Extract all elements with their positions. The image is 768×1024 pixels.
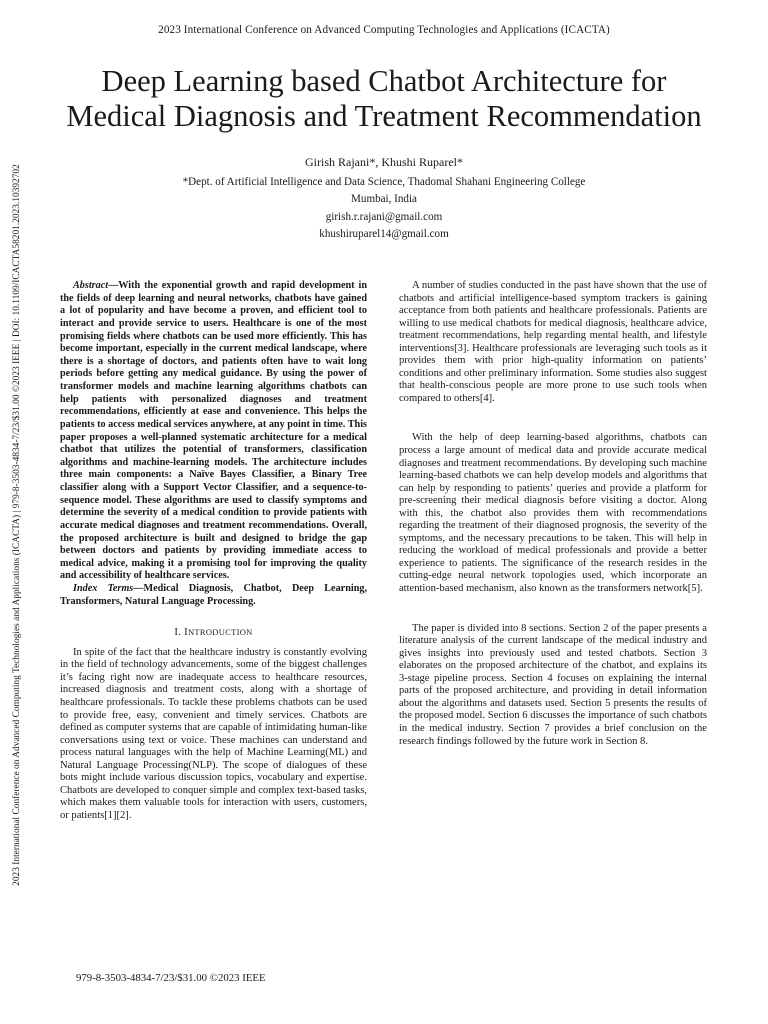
paper-title — [40, 64, 728, 134]
index-terms — [60, 583, 367, 608]
abstract-label: Abstract — [73, 280, 109, 291]
right-column — [399, 280, 707, 775]
conference-header: 2023 International Conference on Advanced Computing Technologies and Applications (ICACTA) — [158, 24, 610, 36]
side-identifier: 2023 International Conference on Advanced Computing Technologies and Applications (ICACTA) | 979-8-3503-4834-7/23/$31.00 ©2023 IEEE | DOI: 10.1109/ICACTA58201.2023.10392702 — [12, 164, 22, 886]
intro-paragraph: In spite of the fact that the healthcare industry is constantly evolving in the field of technology advancements, some of the biggest challenges it’s facing right now are inadequate access to healthcare resources, increased diagnosis and treatment costs, along with a shortage of healthcare professionals. To tackle these problems chatbots can be used to provide free, easy, convenient and timely services. Chatbots are defined as computer systems that are capable of intimidating human-like conversations using text or voice. These machines can understand and process natural languages with the help of Machine Learning(ML) and Natural Language Processing(NLP). The scope of dialogues of these bots might include various discussion topics, vocabulary and expertise. Chatbots are developed to conquer simple and complex text-based tasks, which makes them valuable tools for interaction with users, customers, or patients[1][2]. — [60, 646, 367, 821]
abstract-text: —With the exponential growth and rapid development in the fields of deep learning and neural networks, chatbots have gained a lot of popularity and have become a proven, and efficient tool to interact and provide service to users. Healthcare is one of the most promising fields where chatbots can be used more efficiently. This has become important, especially in the current medical landscape, where there is a shortage of doctors, and patients often have to wait long periods before getting any medical guidance. By using the power of transformer models and machine learning algorithms chatbots can help patients with personalized diagnoses and treatment recommendations, efficiently at ease and convenience. This helps the patients to access medical services anywhere, at any point in time. This paper proposes a well-planned systematic architecture for a medical chatbot that utilizes the potential of transformers, classification algorithms and machine-learning models. The architecture includes three main components: a Naïve Bayes Classifier, a Binary Tree classifier along with a Support Vector Classifier, and a sequence-to-sequence model. These algorithms are used to classify symptoms and determine the severity of a medical condition to provide patients with accurate medical diagnoses and treatment recommendations. Overall, the proposed architecture is built and designed to bridge the gap between doctors and patients by providing immediate access to medical advice, making it a promising tool for improving the quality and accessibility of healthcare services. — [60, 280, 367, 582]
author-email-2: khushiruparel14@gmail.com — [319, 228, 449, 241]
right-paragraph-2: With the help of deep learning-based algorithms, chatbots can process a large amount of medical data and provide accurate medical diagnoses and treatment recommendations. By developing such machine learning-based chatbots we can help develop models and algorithms that can help by responding to patients’ queries and provide a platform for pre-screening their medical diagnosis before visiting a doctor. Along with this, the chatbot also provides them with recommendations regarding the treatment of their diagnosed prognosis, the severity of the symptoms, and the necessary precautions to be taken. This will help in reducing the workload of medical professionals and provide a better experience to patients. The significance of the research resides in the cutting-edge neural network topologies used, which incorporate an attention-based mechanism, also known as the transformers network[5]. — [399, 432, 707, 595]
right-paragraph-3: The paper is divided into 8 sections. Section 2 of the paper presents a literature analysis of the current landscape of the medical industry and gives insights into previously used and tested chatbots. Section 3 elaborates on the proposed architecture of the chatbot, and explains its 3-stage pipeline process. Section 4 focuses on explaining the internal parts of the proposed architecture, and providing in detail information about the algorithms and datasets used. Section 5 presents the results of the proposed model. Section 6 discusses the importance of such chatbots in the medical industry. Section 7 provides a brief conclusion on the research findings followed by the future work in Section 8. — [399, 622, 707, 747]
affiliation-dept: *Dept. of Artificial Intelligence and Data Science, Thadomal Shahani Engineering College — [182, 176, 586, 188]
right-paragraph-1: A number of studies conducted in the past have shown that the use of chatbots and artificial intelligence-based symptom trackers is gaining acceptance from both patients and healthcare professionals. Patients are willing to use medical chatbots for medical diagnosis, healthcare advice, treatment recommendations, help regarding mental health, and lifestyle interventions[3]. Healthcare professionals are leveraging such tools as it provides them with prior high-quality information on patients’ conditions and other preliminary information. Some studies also suggest that health-conscious people are more prone to use such tools when compared to others[4]. — [399, 280, 707, 404]
authors: Girish Rajani*, Khushi Ruparel* — [305, 155, 463, 169]
author-email-1: girish.r.rajani@gmail.com — [325, 210, 443, 223]
index-terms-text: —Medical Diagnosis, Chatbot, Deep Learning, Transformers, Natural Language Processing. — [60, 583, 367, 607]
section-heading-introduction: I. INTRODUCTION — [174, 627, 253, 639]
abstract — [60, 280, 367, 583]
index-terms-label: Index Terms — [73, 583, 134, 594]
affiliation-block — [0, 174, 768, 244]
title-line-1: Deep Learning based Chatbot Architecture for — [101, 64, 667, 98]
affiliation-city: Mumbai, India — [351, 193, 417, 206]
title-line-2: Medical Diagnosis and Treatment Recommendation — [66, 99, 702, 133]
copyright-footer: 979-8-3503-4834-7/23/$31.00 ©2023 IEEE — [76, 972, 266, 984]
left-column — [60, 280, 367, 822]
